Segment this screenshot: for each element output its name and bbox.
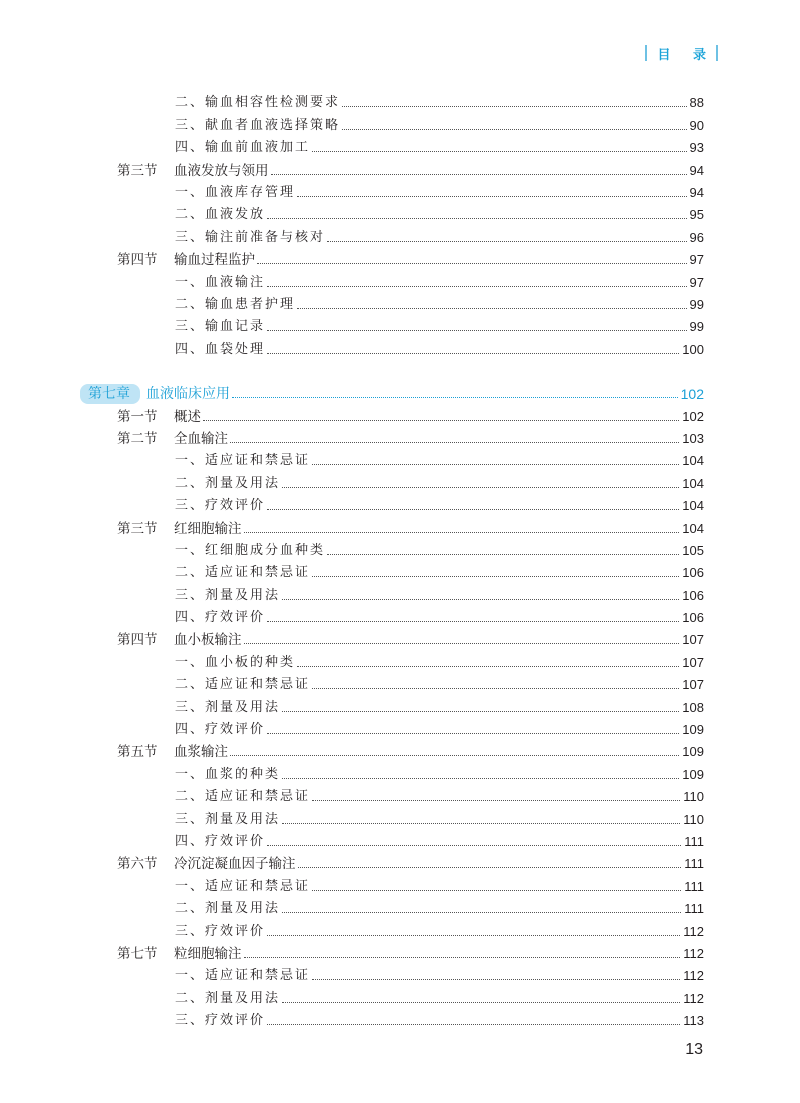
toc-subsection-row[interactable] xyxy=(0,201,800,223)
toc-page-number: 100 xyxy=(682,341,704,357)
toc-entry-line xyxy=(175,879,704,895)
header-right-bar xyxy=(716,45,718,61)
toc-subsection-row[interactable] xyxy=(0,223,800,245)
toc-entry-line xyxy=(175,498,704,514)
toc-entry-title: 一、适应证和禁忌证 xyxy=(175,878,311,894)
dot-leader xyxy=(282,912,681,913)
dot-leader xyxy=(297,308,687,309)
toc-entry-line xyxy=(175,812,704,828)
dot-leader xyxy=(232,397,678,398)
toc-entry-title: 三、疗效评价 xyxy=(175,498,266,514)
toc-entry-line xyxy=(175,453,704,469)
toc-entry-line xyxy=(175,677,704,693)
toc-entry-title: 血液临床应用 xyxy=(146,386,230,403)
toc-entry-title: 二、适应证和禁忌证 xyxy=(175,789,311,805)
toc-page-number: 109 xyxy=(682,722,704,738)
toc-subsection-row[interactable] xyxy=(0,805,800,827)
toc-subsection-row[interactable] xyxy=(0,783,800,805)
toc-subsection-row[interactable] xyxy=(0,111,800,133)
toc-entry-line xyxy=(175,140,704,156)
dot-leader xyxy=(282,599,679,600)
chapter-label: 第七章 xyxy=(88,386,130,403)
dot-leader xyxy=(271,174,687,175)
toc-entry-line xyxy=(175,789,704,805)
toc-subsection-row[interactable] xyxy=(0,335,800,357)
section-label: 第七节 xyxy=(117,945,158,962)
toc-entry-title: 二、适应证和禁忌证 xyxy=(175,565,311,581)
dot-leader xyxy=(312,576,679,577)
toc-entry-line xyxy=(175,991,704,1007)
toc-entry-title: 一、适应证和禁忌证 xyxy=(175,968,311,984)
section-label: 第四节 xyxy=(117,252,158,269)
toc-entry-line xyxy=(174,856,704,872)
toc-page-number: 99 xyxy=(689,296,704,312)
toc-section-row[interactable] xyxy=(0,425,800,447)
toc-entry-line xyxy=(175,901,704,917)
toc-entry-title: 血浆输注 xyxy=(174,744,228,761)
toc-entry-title: 一、红细胞成分血种类 xyxy=(175,542,326,558)
toc-entry-line xyxy=(174,744,704,760)
dot-leader xyxy=(267,353,679,354)
toc-page-number: 104 xyxy=(682,520,704,536)
toc-page-number: 94 xyxy=(689,184,704,200)
toc-entry-line xyxy=(174,409,704,425)
toc-entry-title: 三、疗效评价 xyxy=(175,1013,266,1029)
toc-subsection-row[interactable] xyxy=(0,291,800,313)
section-label: 第五节 xyxy=(117,744,158,761)
toc-subsection-row[interactable] xyxy=(0,581,800,603)
toc-entry-line xyxy=(174,163,704,179)
toc-subsection-row[interactable] xyxy=(0,1007,800,1029)
dot-leader xyxy=(282,778,679,779)
toc-subsection-row[interactable] xyxy=(0,179,800,201)
toc-entry-line xyxy=(175,700,704,716)
toc-entry-title: 三、剂量及用法 xyxy=(175,811,281,827)
toc-entry-line xyxy=(175,185,704,201)
running-header xyxy=(645,44,718,62)
toc-entry-line xyxy=(175,1013,704,1029)
dot-leader xyxy=(267,509,679,510)
toc-page-number: 111 xyxy=(684,834,704,849)
dot-leader xyxy=(327,241,687,242)
toc-entry-line xyxy=(175,543,704,559)
toc-entry-line xyxy=(175,968,704,984)
toc-subsection-row[interactable] xyxy=(0,134,800,156)
toc-subsection-row[interactable] xyxy=(0,693,800,715)
toc-entry-line xyxy=(175,834,704,850)
toc-section-row[interactable] xyxy=(0,514,800,536)
toc-entry-title: 概述 xyxy=(174,408,201,425)
toc-entry-title: 红细胞输注 xyxy=(174,520,242,537)
dot-leader xyxy=(282,487,679,488)
dot-leader xyxy=(267,621,679,622)
toc-page-number: 110 xyxy=(683,811,704,827)
toc-entry-title: 二、适应证和禁忌证 xyxy=(175,677,311,693)
toc-entry-title: 二、输血相容性检测要求 xyxy=(175,95,341,111)
toc-subsection-row[interactable] xyxy=(0,537,800,559)
toc-entry-line xyxy=(175,610,704,626)
dot-leader xyxy=(267,733,679,734)
toc-entry-title: 四、疗效评价 xyxy=(175,834,266,849)
toc-page-number: 106 xyxy=(682,610,704,626)
page-number: 13 xyxy=(685,1041,703,1058)
toc-entry-line xyxy=(174,946,704,962)
toc-page-number: 102 xyxy=(682,408,704,424)
toc-page-number: 107 xyxy=(682,677,704,693)
toc-subsection-row[interactable] xyxy=(0,268,800,290)
dot-leader xyxy=(342,106,687,107)
toc-entry-line xyxy=(175,207,704,223)
toc-page-number: 111 xyxy=(684,901,704,917)
toc-entry-title: 四、血袋处理 xyxy=(175,341,266,357)
dot-leader xyxy=(312,890,681,891)
dot-leader xyxy=(230,755,679,756)
toc-entry-line xyxy=(175,230,704,246)
toc-entry-title: 四、疗效评价 xyxy=(175,722,266,738)
toc-section-row[interactable] xyxy=(0,156,800,178)
dot-leader xyxy=(267,845,681,846)
toc-entry-line xyxy=(175,319,704,335)
dot-leader xyxy=(312,464,679,465)
toc-section-row[interactable] xyxy=(0,738,800,760)
toc-subsection-row[interactable] xyxy=(0,604,800,626)
toc-page-number: 112 xyxy=(683,968,704,984)
toc-entry-line xyxy=(175,297,704,313)
toc-page-number: 107 xyxy=(682,654,704,670)
toc-entry-line xyxy=(174,632,704,648)
toc-entry-title: 输血过程监护 xyxy=(174,252,255,269)
toc-entry-title: 二、剂量及用法 xyxy=(175,990,281,1006)
toc-entry-line xyxy=(175,565,704,581)
toc-page-number: 113 xyxy=(683,1013,704,1029)
toc-entry-title: 三、疗效评价 xyxy=(175,923,266,939)
toc-entry-title: 四、疗效评价 xyxy=(175,610,266,626)
dot-leader xyxy=(244,643,680,644)
toc-entry-title: 一、适应证和禁忌证 xyxy=(175,453,311,469)
toc-page-number: 106 xyxy=(682,587,704,603)
dot-leader xyxy=(282,823,680,824)
toc-entry-title: 血小板输注 xyxy=(174,632,242,649)
toc-section-row[interactable] xyxy=(0,402,800,424)
toc-entry-line xyxy=(174,521,704,537)
toc-entry-title: 二、血液发放 xyxy=(175,207,266,223)
toc-page-number: 111 xyxy=(684,878,704,894)
toc-page-number: 109 xyxy=(682,766,704,782)
toc-entry-title: 三、献血者血液选择策略 xyxy=(175,117,341,133)
toc-entry-line xyxy=(175,588,704,604)
toc-entry-line xyxy=(146,386,704,402)
toc-subsection-row[interactable] xyxy=(0,469,800,491)
dot-leader xyxy=(267,330,687,331)
dot-leader xyxy=(297,196,687,197)
toc-page-number: 112 xyxy=(683,990,704,1006)
toc-subsection-row[interactable] xyxy=(0,962,800,984)
toc-entry-title: 粒细胞输注 xyxy=(174,945,242,962)
toc-subsection-row[interactable] xyxy=(0,671,800,693)
dot-leader xyxy=(267,935,680,936)
toc-entry-line xyxy=(174,431,704,447)
toc-entry-line xyxy=(174,252,704,268)
toc-subsection-row[interactable] xyxy=(0,648,800,670)
dot-leader xyxy=(342,129,687,130)
toc-page-number: 109 xyxy=(682,744,704,760)
toc-page-number: 103 xyxy=(682,430,704,446)
dot-leader xyxy=(282,711,679,712)
toc-entry-title: 二、剂量及用法 xyxy=(175,475,281,491)
dot-leader xyxy=(203,420,679,421)
dot-leader xyxy=(244,957,681,958)
toc-entry-title: 全血输注 xyxy=(174,430,228,447)
header-left-bar xyxy=(645,45,647,61)
toc-entry-line xyxy=(175,767,704,783)
toc-page-number: 110 xyxy=(683,789,704,805)
toc-section-row[interactable] xyxy=(0,850,800,872)
toc-chapter-row[interactable] xyxy=(0,379,800,402)
toc-subsection-row[interactable] xyxy=(0,447,800,469)
toc-subsection-row[interactable] xyxy=(0,559,800,581)
dot-leader xyxy=(312,979,680,980)
toc-subsection-row[interactable] xyxy=(0,313,800,335)
dot-leader xyxy=(298,867,682,868)
toc-entry-line xyxy=(175,924,704,940)
toc-entry-line xyxy=(175,342,704,358)
toc-page-number: 105 xyxy=(682,542,704,558)
section-label: 第三节 xyxy=(117,162,158,179)
dot-leader xyxy=(267,286,687,287)
toc-subsection-row[interactable] xyxy=(0,984,800,1006)
toc-page-number: 112 xyxy=(683,923,704,939)
toc-entry-title: 冷沉淀凝血因子输注 xyxy=(174,856,296,873)
toc-entry-title: 三、剂量及用法 xyxy=(175,699,281,715)
dot-leader xyxy=(282,1002,680,1003)
toc-entry-line xyxy=(175,655,704,671)
dot-leader xyxy=(297,666,679,667)
toc-subsection-row[interactable] xyxy=(0,492,800,514)
toc-page-number: 93 xyxy=(689,140,704,156)
table-of-contents xyxy=(0,89,800,1029)
section-label: 第四节 xyxy=(117,632,158,649)
toc-entry-line xyxy=(175,722,704,738)
toc-page-number: 112 xyxy=(683,945,704,961)
toc-page-number: 102 xyxy=(680,386,704,403)
toc-page-number: 107 xyxy=(682,632,704,648)
toc-page-number: 104 xyxy=(682,453,704,469)
toc-page-number: 97 xyxy=(689,252,704,268)
dot-leader xyxy=(312,800,680,801)
toc-entry-title: 一、血小板的种类 xyxy=(175,654,296,670)
toc-entry-title: 三、剂量及用法 xyxy=(175,587,281,603)
toc-entry-title: 一、血液库存管理 xyxy=(175,184,296,200)
dot-leader xyxy=(257,263,687,264)
toc-subsection-row[interactable] xyxy=(0,917,800,939)
toc-entry-line xyxy=(175,476,704,492)
toc-page-number: 108 xyxy=(682,699,704,715)
toc-page-number: 99 xyxy=(689,319,704,335)
toc-page-number: 94 xyxy=(689,162,704,178)
dot-leader xyxy=(327,554,679,555)
toc-section-row[interactable] xyxy=(0,626,800,648)
section-label: 第二节 xyxy=(117,430,158,447)
toc-subsection-row[interactable] xyxy=(0,895,800,917)
toc-entry-title: 四、输血前血液加工 xyxy=(175,140,311,156)
toc-page-number: 88 xyxy=(689,95,704,111)
toc-entry-title: 二、剂量及用法 xyxy=(175,901,281,917)
toc-entry-line xyxy=(175,118,704,134)
toc-entry-title: 二、输血患者护理 xyxy=(175,296,296,312)
toc-page-number: 104 xyxy=(682,475,704,491)
header-title: 目 录 xyxy=(657,47,715,63)
dot-leader xyxy=(312,151,687,152)
toc-entry-title: 血液发放与领用 xyxy=(174,162,269,179)
toc-page-number: 96 xyxy=(689,229,704,245)
toc-entry-title: 三、输注前准备与核对 xyxy=(175,229,326,245)
section-label: 第一节 xyxy=(117,408,158,425)
toc-subsection-row[interactable] xyxy=(0,716,800,738)
toc-section-row[interactable] xyxy=(0,940,800,962)
section-label: 第六节 xyxy=(117,856,158,873)
toc-entry-title: 三、输血记录 xyxy=(175,319,266,335)
toc-entry-title: 一、血浆的种类 xyxy=(175,766,281,782)
dot-leader xyxy=(244,532,680,533)
toc-page-number: 97 xyxy=(689,274,704,290)
dot-leader xyxy=(267,218,687,219)
toc-entry-line xyxy=(175,275,704,291)
toc-subsection-row[interactable] xyxy=(0,89,800,111)
toc-page-number: 111 xyxy=(684,856,704,872)
toc-subsection-row[interactable] xyxy=(0,760,800,782)
toc-entry-title: 一、血液输注 xyxy=(175,274,266,290)
toc-section-row[interactable] xyxy=(0,246,800,268)
toc-page-number: 106 xyxy=(682,565,704,581)
toc-page-number: 95 xyxy=(689,207,704,223)
toc-subsection-row[interactable] xyxy=(0,828,800,850)
dot-leader xyxy=(267,1024,680,1025)
toc-entry-line xyxy=(175,95,704,111)
section-label: 第三节 xyxy=(117,520,158,537)
toc-page-number: 90 xyxy=(689,117,704,133)
dot-leader xyxy=(230,442,679,443)
toc-page-number: 104 xyxy=(682,498,704,514)
toc-subsection-row[interactable] xyxy=(0,872,800,894)
dot-leader xyxy=(312,688,679,689)
